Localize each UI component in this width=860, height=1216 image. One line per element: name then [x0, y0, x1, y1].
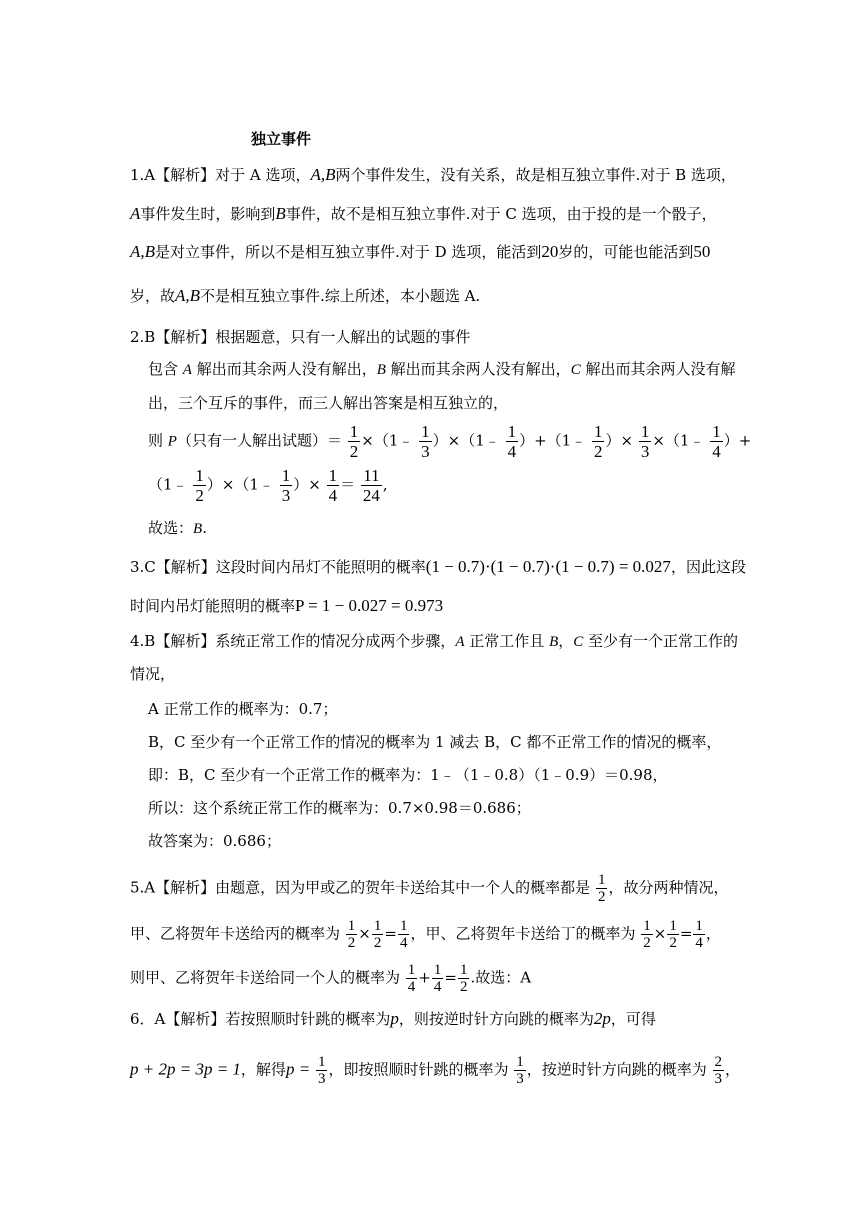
- fraction: $\frac{11}{24}$: [362, 466, 380, 505]
- q6-line-1: 6．A【解析】若按照顺时针跳的概率为p，则按逆时针方向跳的概率为2p，可得: [130, 1009, 656, 1028]
- q3-line-2: 时间内吊灯能照明的概率P = 1 − 0.027 = 0.973: [130, 596, 444, 615]
- math-expression: (1 − 0.7)·(1 − 0.7)·(1 − 0.7) = 0.027: [425, 557, 671, 576]
- q4-line-2: 情况，: [130, 665, 176, 683]
- fraction: $\frac{1}{3}$: [281, 466, 291, 505]
- fraction: $\frac{1}{2}$: [593, 422, 603, 461]
- q2-line-5: （1﹣ $\frac{1}{2}$ ）×（1﹣ $\frac{1}{3}$ ）× $\frac{1}{4}$ ＝ $\frac{11}{24}$ ,: [148, 466, 388, 505]
- fraction: $\frac{1}{3}$: [421, 422, 430, 461]
- q1-line-4: 岁，故A,B不是相互独立事件.综上所述，本小题选 A.: [130, 286, 481, 305]
- fraction: $\frac{1}{2}$: [195, 466, 204, 505]
- q6-line-2: p + 2p = 3p = 1，解得p = $\frac{1}{3}$ ，即按照顺时针跳的概率为 $\frac{1}{3}$ ，按逆时针方向跳的概率为 $\frac{2}{3}$ ，: [130, 1054, 741, 1087]
- q5-line-2: 甲、乙将贺年卡送给丙的概率为 $\frac{1}{2}$ × $\frac{1}{2}$ = $\frac{1}{4}$ ，甲、乙将贺年卡送给丁的概率为 $\frac{1}{2}$ × $\frac{1}{2}$ = $\frac{1}{4}$ ，: [130, 918, 721, 951]
- fraction: $\frac{1}{4}$: [399, 918, 408, 951]
- q1-line-1: 1.A【解析】对于 A 选项，A,B两个事件发生，没有关系，故是相互独立事件.对于 B 选项，: [130, 165, 736, 184]
- q5-line-1: 5.A【解析】由题意，因为甲或乙的贺年卡送给其中一个人的概率都是 $\frac{1}{2}$ ，故分两种情况，: [130, 872, 729, 905]
- fraction: $\frac{1}{2}$: [643, 918, 651, 951]
- math-expression: P = 1 − 0.027 = 0.973: [295, 596, 444, 615]
- fraction: $\frac{1}{2}$: [597, 872, 606, 905]
- fraction: $\frac{1}{2}$: [669, 918, 677, 951]
- fraction: $\frac{1}{4}$: [407, 962, 416, 995]
- fraction: $\frac{1}{4}$: [695, 918, 703, 951]
- q2-line-1: 2.B【解析】根据题意，只有一人解出的试题的事件: [130, 328, 471, 346]
- q4-line-3: A 正常工作的概率为：0.7；: [148, 700, 338, 718]
- q2-line-4: 则 P（只有一人解出试题）＝ $\frac{1}{2}$ ×（1﹣ $\frac{1}{3}$ ）×（1﹣ $\frac{1}{4}$ ）+（1﹣ $\frac{1}{2}$ ）× $\frac{1}{3}$ ×（1﹣ $\frac{1}{4}$ ）+: [148, 422, 752, 461]
- q1-line-3: A,B是对立事件，所以不是相互独立事件.对于 D 选项，能活到20岁的，可能也能活到50: [130, 242, 711, 261]
- fraction: $\frac{2}{3}$: [714, 1054, 723, 1087]
- q4-line-6: 所以：这个系统正常工作的概率为：0.7×0.98＝0.686；: [148, 799, 531, 817]
- fraction: $\frac{1}{2}$: [459, 962, 468, 995]
- fraction: $\frac{1}{4}$: [328, 466, 338, 505]
- fraction: $\frac{1}{3}$: [640, 422, 650, 461]
- fraction: $\frac{1}{2}$: [347, 918, 356, 951]
- q4-line-1: 4.B【解析】系统正常工作的情况分成两个步骤，A 正常工作且 B，C 至少有一个正常工作的: [130, 632, 739, 650]
- q3-line-1: 3.C【解析】这段时间内吊灯不能照明的概率(1 − 0.7)·(1 − 0.7)·(1 − 0.7) = 0.027，因此这段: [130, 557, 746, 576]
- q4-line-5: 即：B，C 至少有一个正常工作的概率为：1﹣（1﹣0.8）（1﹣0.9）＝0.98，: [148, 766, 668, 784]
- fraction: $\frac{1}{2}$: [349, 422, 359, 461]
- fraction: $\frac{1}{2}$: [373, 918, 382, 951]
- q4-line-7: 故答案为：0.686；: [148, 832, 281, 850]
- page-title: 独立事件: [251, 130, 312, 148]
- q1-line-2: A事件发生时，影响到B事件，故不是相互独立事件.对于 C 选项，由于投的是一个骰子，: [130, 204, 717, 223]
- fraction: $\frac{1}{3}$: [317, 1054, 326, 1087]
- fraction: $\frac{1}{4}$: [712, 422, 721, 461]
- q2-line-6: 故选：B.: [148, 519, 207, 537]
- fraction: $\frac{1}{3}$: [516, 1054, 524, 1087]
- q4-line-4: B，C 至少有一个正常工作的情况的概率为 1 减去 B，C 都不正常工作的情况的概率，: [148, 733, 722, 751]
- fraction: $\frac{1}{4}$: [433, 962, 442, 995]
- q2-line-3: 出，三个互斥的事件，而三人解出答案是相互独立的，: [148, 394, 509, 412]
- q5-line-3: 则甲、乙将贺年卡送给同一个人的概率为 $\frac{1}{4}$ + $\frac{1}{4}$ = $\frac{1}{2}$ .故选：A: [130, 962, 532, 995]
- q2-line-2: 包含 A 解出而其余两人没有解出，B 解出而其余两人没有解出，C 解出而其余两人没有解: [148, 360, 736, 378]
- fraction: $\frac{1}{4}$: [507, 422, 517, 461]
